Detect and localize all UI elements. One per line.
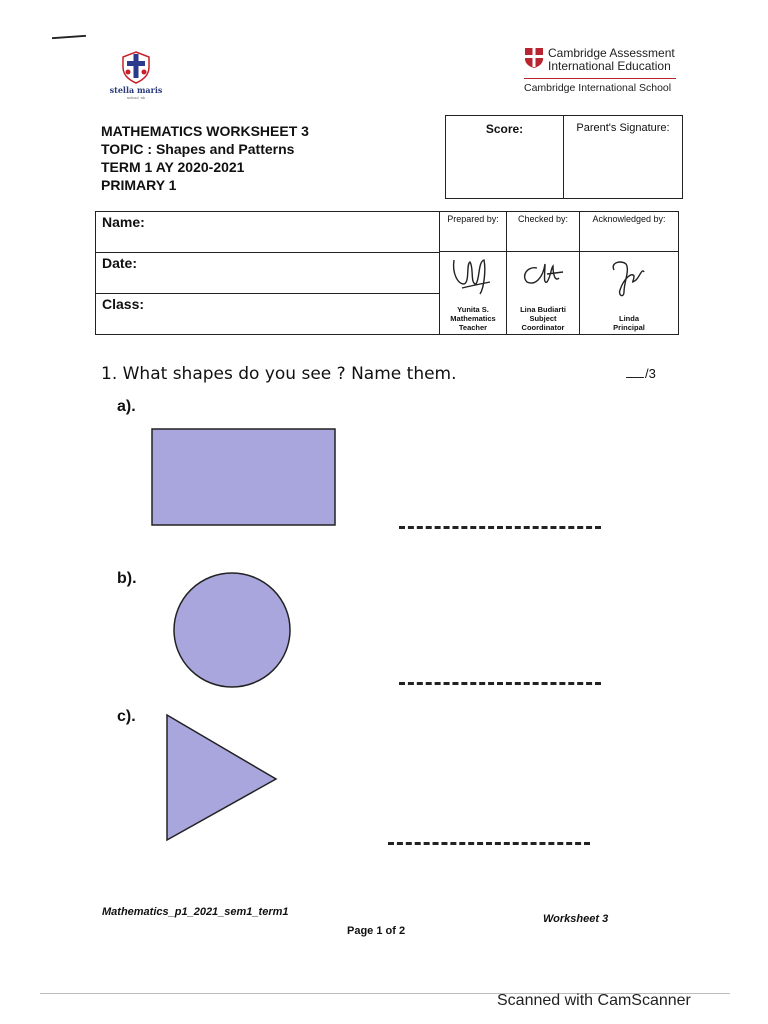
prepared-signature-icon <box>440 254 504 300</box>
acknowledged-by-label: Acknowledged by: <box>580 212 678 252</box>
item-c-label: c). <box>117 708 136 725</box>
answer-line-b[interactable] <box>399 682 601 685</box>
school-subtitle: school ·sk <box>126 95 145 100</box>
item-b-label: b). <box>117 570 137 587</box>
worksheet-term: TERM 1 AY 2020-2021 <box>101 159 245 175</box>
cambridge-line-2: International Education <box>548 59 671 73</box>
prepared-name: Yunita S. <box>457 305 489 314</box>
camscanner-watermark: Scanned with CamScanner <box>497 992 691 1009</box>
cross-shield-icon <box>119 50 153 84</box>
score-box <box>445 115 683 199</box>
class-label: Class: <box>102 296 145 312</box>
class-field[interactable] <box>96 294 439 335</box>
ack-name: Linda <box>619 314 639 323</box>
worksheet-grade: PRIMARY 1 <box>101 177 177 193</box>
prepared-by-label: Prepared by: <box>440 212 506 252</box>
school-logo <box>104 50 168 106</box>
cambridge-divider <box>524 78 676 79</box>
pen-mark <box>52 35 86 39</box>
acknowledged-signature-icon <box>580 254 676 300</box>
score-label: Score: <box>485 122 524 136</box>
footer-page-number: Page 1 of 2 <box>347 925 406 937</box>
school-name: stella maris <box>109 85 163 95</box>
checked-name: Lina Budiarti <box>520 305 566 314</box>
marks-total: 3 <box>648 366 656 381</box>
name-field[interactable] <box>96 212 439 253</box>
answer-line-c[interactable] <box>388 842 590 845</box>
parent-signature-cell[interactable] <box>564 116 682 198</box>
worksheet-title: MATHEMATICS WORKSHEET 3 <box>101 123 309 139</box>
checked-signature-icon <box>507 254 577 294</box>
footer-worksheet: Worksheet 3 <box>543 913 609 925</box>
circle-shape <box>172 572 294 690</box>
cambridge-logo <box>524 47 684 94</box>
parent-signature-label: Parent's Signature: <box>576 122 670 134</box>
checked-role: Subject Coordinator <box>521 314 565 332</box>
question-text: 1. What shapes do you see ? Name them. <box>101 364 457 384</box>
worksheet-title-block <box>101 122 309 194</box>
checked-by-column <box>507 212 580 334</box>
item-a-label: a). <box>117 398 136 415</box>
footer-filename: Mathematics_p1_2021_sem1_term1 <box>102 906 289 918</box>
date-field[interactable] <box>96 253 439 294</box>
worksheet-topic: TOPIC : Shapes and Patterns <box>101 141 295 157</box>
cambridge-line-1: Cambridge Assessment <box>548 46 675 60</box>
marks-blank[interactable] <box>626 377 644 378</box>
name-label: Name: <box>102 214 145 230</box>
triangle-shape <box>165 713 279 843</box>
question-marks: /3 <box>626 366 656 381</box>
checked-by-label: Checked by: <box>507 212 579 252</box>
answer-line-a[interactable] <box>399 526 601 529</box>
score-cell[interactable] <box>446 116 564 198</box>
rectangle-shape <box>151 428 337 528</box>
ack-role: Principal <box>613 323 645 332</box>
prepared-by-column <box>440 212 507 334</box>
cambridge-school: Cambridge International School <box>524 82 672 94</box>
acknowledged-by-column <box>580 212 678 334</box>
student-info-table <box>95 211 679 335</box>
cambridge-shield-icon <box>524 47 544 69</box>
date-label: Date: <box>102 255 138 271</box>
prepared-role: Mathematics Teacher <box>450 314 496 332</box>
